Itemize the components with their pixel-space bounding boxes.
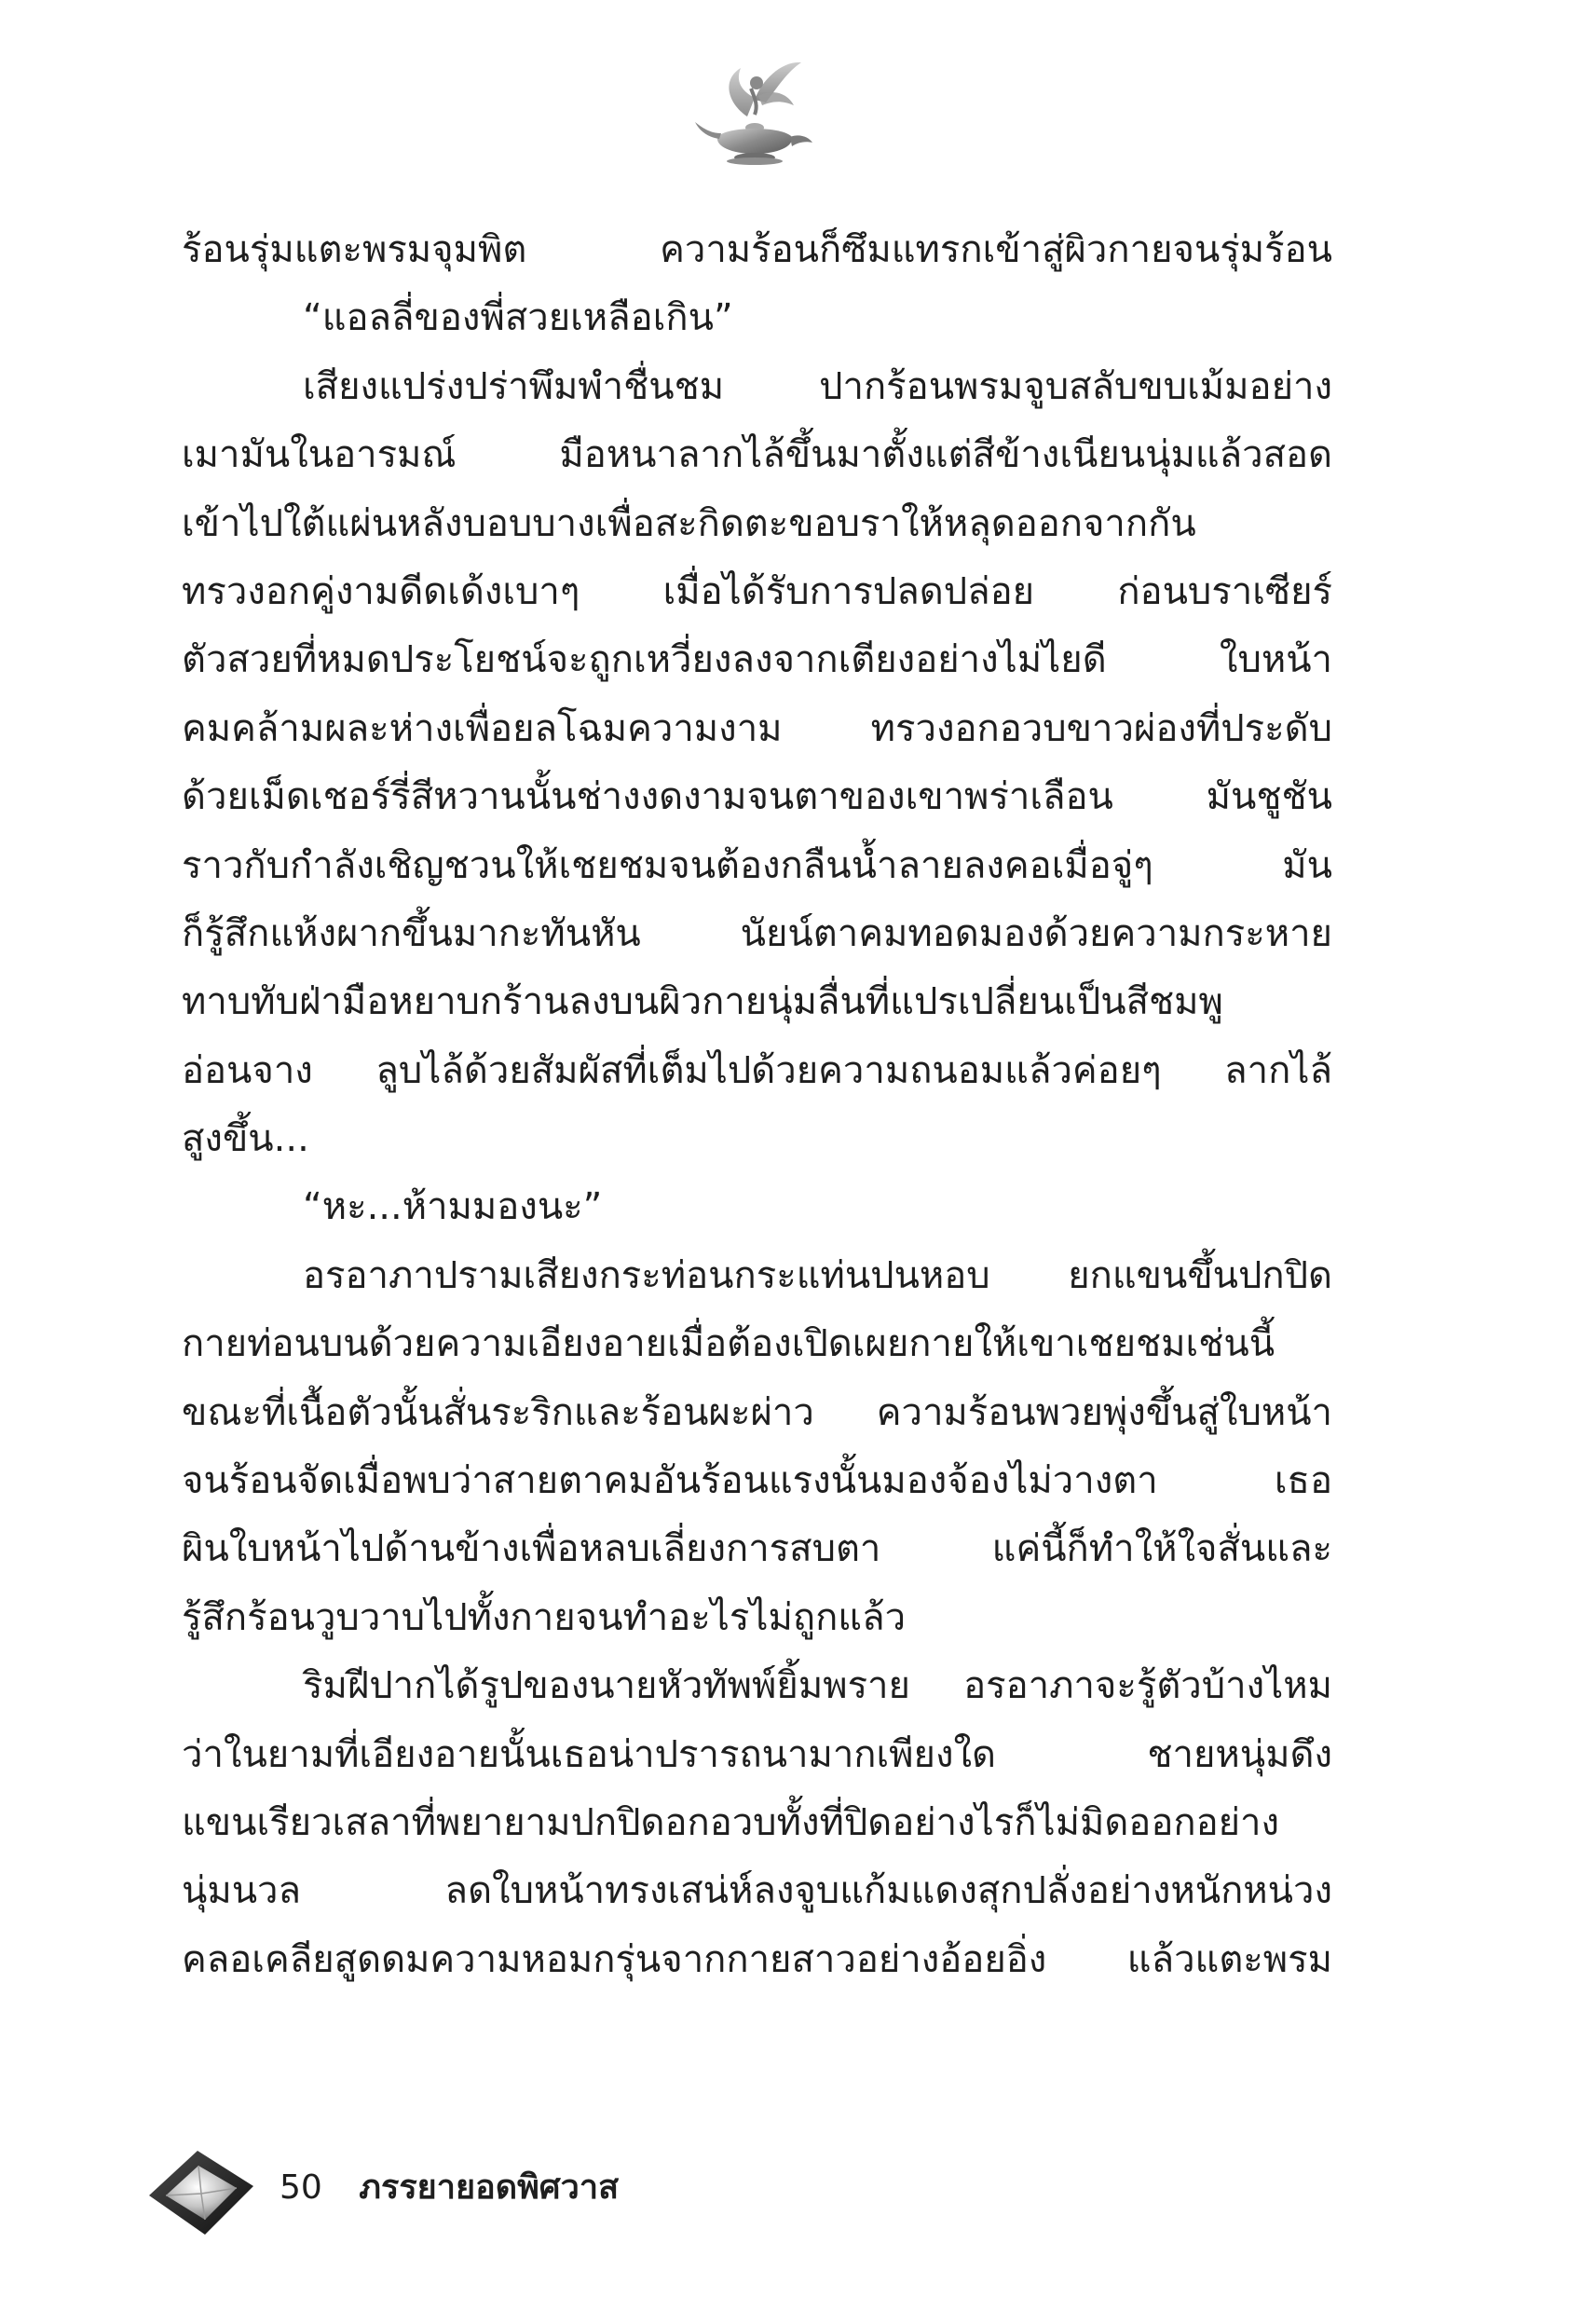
text-line: ร้อนรุ่มแตะพรมจุมพิต ความร้อนก็ซึมแทรกเข้าสู่ผิวกายจนรุ่มร้อน (182, 228, 1332, 271)
body-text (182, 216, 1332, 1994)
text-line: สูงขึ้น... (182, 1117, 309, 1161)
text-line: คลอเคลียสูดดมความหอมกรุ่นจากกายสาวอย่างอ้อยอิ่ง แล้วแตะพรม (182, 1937, 1332, 1981)
text-line: “แอลลี่ของพี่สวยเหลือเกิน” (303, 296, 733, 340)
text-line: ทาบทับฝ่ามือหยาบกร้านลงบนผิวกายนุ่มลื่นที่แปรเปลี่ยนเป็นสีชมพู (182, 980, 1223, 1024)
text-line: เข้าไปใต้แผ่นหลังบอบบางเพื่อสะกิดตะขอบราให้หลุดออกจากกัน (182, 501, 1196, 545)
text-line: ขณะที่เนื้อตัวนั้นสั่นระริกและร้อนผะผ่าว ความร้อนพวยพุ่งขึ้นสู่ใบหน้า (182, 1390, 1332, 1434)
page-footer (280, 2160, 619, 2213)
text-line: ก็รู้สึกแห้งผากขึ้นมากะทันหัน นัยน์ตาคมทอดมองด้วยความกระหาย (182, 911, 1332, 955)
text-line: ริมฝีปากได้รูปของนายหัวทัพพ์ยิ้มพราย อรอาภาจะรู้ตัวบ้างไหม (303, 1664, 1332, 1708)
text-line: “หะ...ห้ามมองนะ” (303, 1185, 603, 1229)
text-line: อรอาภาปรามเสียงกระท่อนกระแท่นปนหอบ ยกแขนขึ้นปกปิด (303, 1253, 1332, 1297)
text-line: ราวกับกำลังเชิญชวนให้เชยชมจนต้องกลืนน้ำลายลงคอเมื่อจู่ๆ มัน (182, 843, 1332, 887)
gem-badge-icon (140, 2141, 261, 2244)
text-line: เมามันในอารมณ์ มือหนาลากไล้ขึ้นมาตั้งแต่สีข้างเนียนนุ่มแล้วสอด (182, 433, 1332, 477)
text-line: ว่าในยามที่เอียงอายนั้นเธอน่าปรารถนามากเพียงใด ชายหนุ่มดึง (182, 1732, 1332, 1776)
genie-lamp-ornament-icon (689, 51, 820, 168)
text-line: อ่อนจาง ลูบไล้ด้วยสัมผัสที่เต็มไปด้วยความถนอมแล้วค่อยๆ ลากไล้ (182, 1048, 1332, 1092)
text-line: นุ่มนวล ลดใบหน้าทรงเสน่ห์ลงจูบแก้มแดงสุกปลั่งอย่างหนักหน่วง (182, 1869, 1332, 1913)
book-title: ภรรยายอดพิศวาส (359, 2168, 620, 2207)
text-line: จนร้อนจัดเมื่อพบว่าสายตาคมอันร้อนแรงนั้นมองจ้องไม่วางตา เธอ (182, 1459, 1332, 1503)
text-line: ด้วยเม็ดเชอร์รี่สีหวานนั้นช่างงดงามจนตาของเขาพร่าเลือน มันชูชัน (182, 775, 1332, 819)
text-line: เสียงแปร่งปร่าพึมพำชื่นชม ปากร้อนพรมจูบสลับขบเม้มอย่าง (303, 364, 1332, 408)
text-line: รู้สึกร้อนวูบวาบไปทั้งกายจนทำอะไรไม่ถูกแล้ว (182, 1595, 907, 1639)
page-number: 50 (280, 2168, 322, 2207)
text-line: ผินใบหน้าไปด้านข้างเพื่อหลบเลี่ยงการสบตา แค่นี้ก็ทำให้ใจสั่นและ (182, 1527, 1332, 1571)
text-line: คมคล้ามผละห่างเพื่อยลโฉมความงาม ทรวงอกอวบขาวผ่องที่ประดับ (182, 706, 1332, 750)
text-line: แขนเรียวเสลาที่พยายามปกปิดอกอวบทั้งที่ปิดอย่างไรก็ไม่มิดออกอย่าง (182, 1800, 1280, 1844)
text-line: ตัวสวยที่หมดประโยชน์จะถูกเหวี่ยงลงจากเตียงอย่างไม่ไยดี ใบหน้า (182, 638, 1332, 682)
text-line: ทรวงอกคู่งามดีดเด้งเบาๆ เมื่อได้รับการปลดปล่อย ก่อนบราเซียร์ (182, 569, 1332, 613)
text-line: กายท่อนบนด้วยความเอียงอายเมื่อต้องเปิดเผยกายให้เขาเชยชมเช่นนี้ (182, 1322, 1275, 1366)
